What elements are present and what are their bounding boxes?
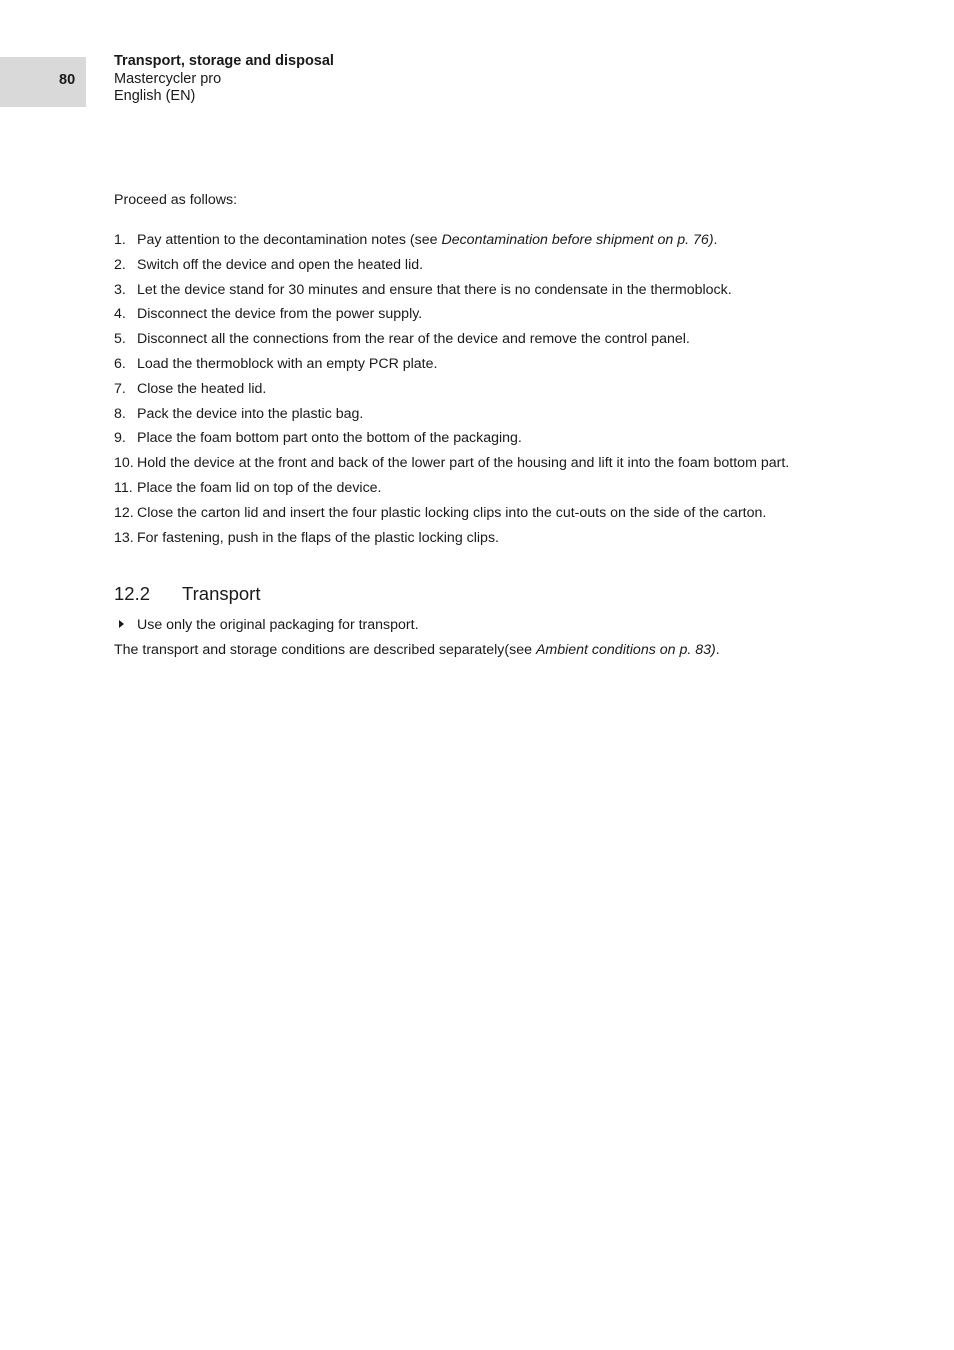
step-number: 6. [114, 355, 126, 372]
step-text: Hold the device at the front and back of the lower part of the housing and lift it into the foam bottom part. [137, 455, 790, 472]
step-item [114, 428, 834, 448]
running-header [114, 53, 334, 106]
step-number: 1. [114, 232, 126, 248]
step-number: 11. [114, 479, 133, 496]
step-number: 12. [114, 504, 134, 521]
language-label: English (EN) [114, 88, 196, 104]
section-number: 12.2 [114, 582, 151, 604]
step-text: Load the thermoblock with an empty PCR plate. [137, 355, 438, 372]
step-text: Pay attention to the decontamination notes (see [137, 232, 442, 248]
step-text: Close the heated lid. [137, 380, 267, 397]
step-item [114, 503, 834, 523]
note-text-end: . [715, 641, 720, 658]
step-item [114, 354, 834, 374]
step-text: Disconnect the device from the power supply. [137, 306, 423, 323]
cross-reference-link[interactable]: Ambient conditions on p. 83) [535, 641, 716, 658]
step-item [114, 453, 834, 473]
intro-text: Proceed as follows: [114, 192, 238, 208]
step-item [114, 304, 834, 324]
step-text: Disconnect all the connections from the rear of the device and remove the control panel. [137, 331, 690, 348]
step-number: 10. [114, 455, 134, 472]
transport-note [114, 640, 834, 660]
step-text: Close the carton lid and insert the four plastic locking clips into the cut-outs on the side of the carton. [137, 504, 767, 521]
step-number: 3. [114, 281, 126, 298]
step-item [114, 255, 834, 275]
section-heading [114, 583, 834, 605]
procedure-steps [114, 230, 834, 548]
note-text: The transport and storage conditions are described separately(see [114, 641, 536, 658]
step-number: 2. [114, 256, 126, 273]
step-item [114, 478, 834, 498]
step-number: 9. [114, 430, 126, 447]
chapter-title: Transport, storage and disposal [114, 53, 334, 69]
step-number: 13. [114, 529, 134, 546]
step-item [114, 379, 834, 399]
step-item [114, 528, 834, 548]
product-name: Mastercycler pro [114, 70, 222, 87]
step-number: 8. [114, 405, 126, 422]
step-number: 4. [114, 306, 126, 323]
step-text: Pack the device into the plastic bag. [137, 405, 364, 422]
cross-reference-link[interactable]: Decontamination before shipment on p. 76) [441, 232, 714, 248]
step-text: Place the foam bottom part onto the bottom of the packaging. [137, 430, 522, 447]
action-bullet [114, 615, 834, 635]
step-text-end: . [713, 232, 718, 248]
bullet-text: Use only the original packaging for transport. [137, 616, 419, 633]
step-number: 7. [114, 380, 126, 397]
step-item [114, 230, 834, 250]
step-item [114, 280, 834, 300]
step-text: Switch off the device and open the heated lid. [137, 256, 424, 273]
step-item [114, 404, 834, 424]
step-text: Let the device stand for 30 minutes and ensure that there is no condensate in the thermoblock. [137, 281, 732, 298]
step-text: Place the foam lid on top of the device. [137, 479, 382, 496]
triangle-bullet-icon [119, 620, 124, 628]
step-item [114, 329, 834, 349]
page-number: 80 [59, 72, 76, 88]
main-content [114, 190, 834, 660]
step-text: For fastening, push in the flaps of the plastic locking clips. [137, 529, 499, 546]
section-title: Transport [182, 582, 261, 604]
step-number: 5. [114, 331, 126, 348]
